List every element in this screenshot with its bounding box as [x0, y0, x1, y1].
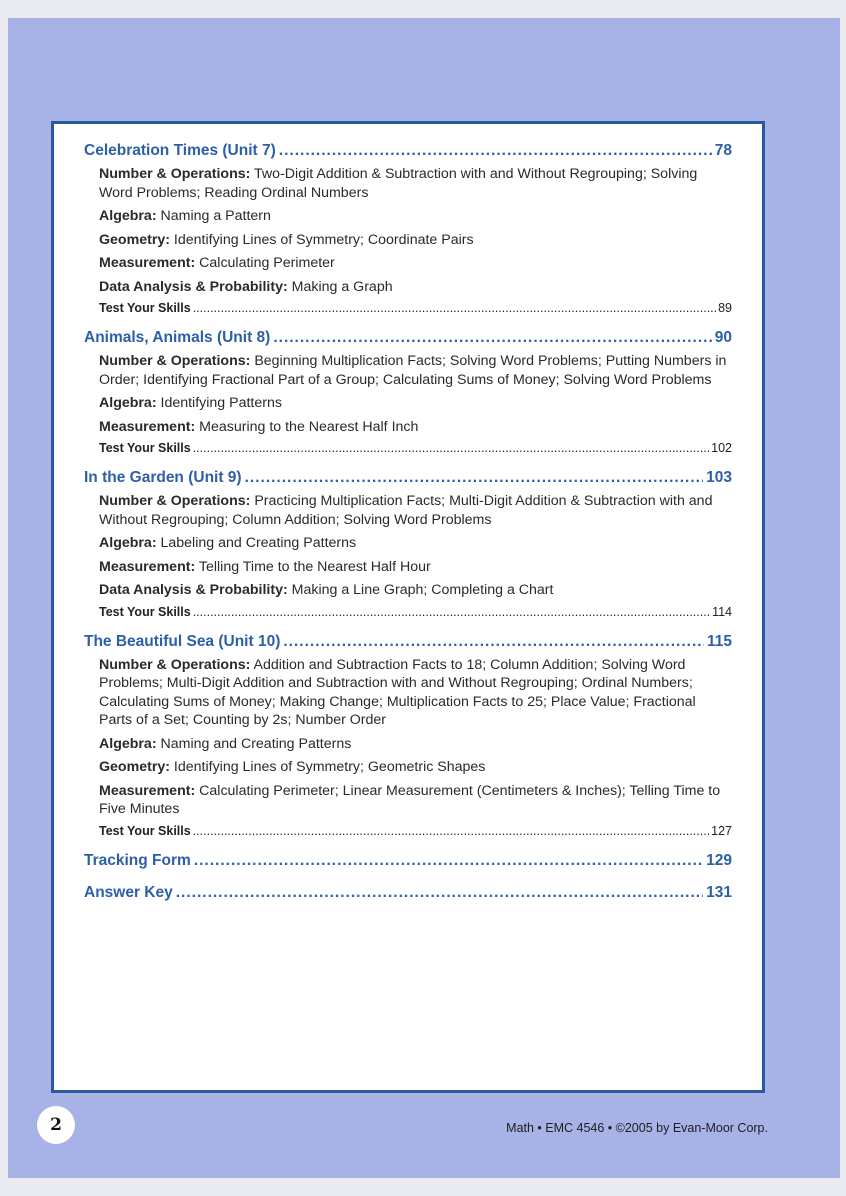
- topic-entry: [99, 352, 732, 389]
- unit-heading[interactable]: [84, 469, 732, 487]
- topic-label: Algebra:: [99, 395, 157, 411]
- entry-page-number: 129: [706, 851, 732, 869]
- leader-dots: [194, 852, 703, 870]
- topic-entry: [99, 254, 732, 273]
- topic-entry: [99, 534, 732, 553]
- topic-entry: [99, 278, 732, 297]
- unit-section-8: [84, 329, 732, 455]
- topic-entry: [99, 207, 732, 226]
- leader-dots: [176, 884, 703, 902]
- topic-label: Data Analysis & Probability:: [99, 278, 288, 295]
- topic-label: Number & Operations:: [99, 166, 251, 182]
- test-your-skills-entry[interactable]: [99, 441, 732, 455]
- entry-title: Answer Key: [84, 883, 173, 901]
- leader-dots: [283, 633, 704, 651]
- topic-text: Practicing Multiplication Facts; Multi-Digit Addition & Subtraction with and Without Regrouping; Column Addition; Solving Word Problems: [99, 493, 713, 528]
- unit-heading[interactable]: [84, 142, 732, 160]
- unit-page-number: 78: [714, 142, 732, 159]
- unit-page-number: 90: [714, 329, 732, 346]
- entry-title: Tracking Form: [84, 851, 191, 869]
- topic-entry: [99, 656, 732, 730]
- table-of-contents: [51, 121, 765, 1093]
- test-your-skills-entry[interactable]: [99, 605, 732, 619]
- answer-key-entry[interactable]: [84, 884, 732, 902]
- leader-dots: [279, 142, 712, 160]
- topic-label: Data Analysis & Probability:: [99, 582, 288, 598]
- topic-text: Telling Time to the Nearest Half Hour: [198, 558, 431, 575]
- leader-dots: [193, 605, 710, 619]
- topic-label: Number & Operations:: [99, 353, 251, 369]
- topic-entry: [99, 758, 732, 777]
- topic-entry: [99, 418, 732, 437]
- topic-text: Calculating Perimeter; Linear Measurement (Centimeters & Inches); Telling Time to Five Minutes: [99, 782, 721, 817]
- unit-title: Celebration Times (Unit 7): [84, 142, 276, 159]
- footer-credit: Math • EMC 4546 • ©2005 by Evan-Moor Corp.: [506, 1121, 768, 1135]
- test-page-number: 114: [712, 604, 732, 619]
- topic-entry: [99, 581, 732, 600]
- leader-dots: [193, 441, 709, 455]
- topic-text: Measuring to the Nearest Half Inch: [199, 418, 419, 435]
- topic-label: Measurement:: [99, 255, 196, 271]
- test-label: Test Your Skills: [99, 441, 191, 455]
- test-page-number: 89: [718, 301, 732, 315]
- unit-section-9: [84, 469, 732, 619]
- topic-text: Two-Digit Addition & Subtraction with and Without Regrouping; Solving Word Problems; Reading Ordinal Numbers: [99, 166, 698, 201]
- topic-text: Calculating Perimeter: [199, 255, 335, 271]
- topic-entry: [99, 782, 732, 819]
- topic-entry: [99, 735, 732, 754]
- topic-text: Labeling and Creating Patterns: [160, 535, 357, 551]
- topic-entry: [99, 165, 732, 202]
- topic-label: Geometry:: [99, 759, 170, 775]
- test-label: Test Your Skills: [99, 823, 191, 838]
- topic-text: Identifying Lines of Symmetry; Coordinate Pairs: [173, 231, 474, 248]
- leader-dots: [193, 824, 709, 838]
- leader-dots: [273, 329, 711, 347]
- topic-entry: [99, 558, 732, 577]
- topic-label: Measurement:: [99, 782, 196, 799]
- unit-page-number: 115: [706, 632, 732, 650]
- topic-label: Algebra:: [99, 208, 157, 224]
- tracking-form-entry[interactable]: [84, 852, 732, 870]
- topic-label: Number & Operations:: [99, 493, 251, 509]
- topic-text: Identifying Patterns: [160, 395, 282, 411]
- topic-label: Measurement:: [99, 418, 196, 435]
- unit-page-number: 103: [706, 469, 732, 486]
- topic-entry: [99, 394, 732, 413]
- topic-label: Geometry:: [99, 231, 170, 248]
- topic-text: Naming a Pattern: [160, 208, 271, 224]
- topic-entry: [99, 492, 732, 529]
- topic-label: Measurement:: [99, 558, 196, 575]
- topic-text: Making a Line Graph; Completing a Chart: [291, 582, 554, 598]
- unit-heading[interactable]: [84, 329, 732, 347]
- topic-text: Naming and Creating Patterns: [160, 735, 352, 752]
- unit-title: Animals, Animals (Unit 8): [84, 329, 271, 346]
- topic-label: Algebra:: [99, 535, 157, 551]
- unit-heading[interactable]: [84, 633, 732, 651]
- topic-label: Algebra:: [99, 735, 157, 752]
- leader-dots: [193, 301, 716, 315]
- topic-text: Addition and Subtraction Facts to 18; Column Addition; Solving Word Problems; Multi-Digit Addition and Subtraction with and Without Regrouping; Ordinal Numbers; Calculating Sums of Money; Making Change; Multiplication Facts to 25; Place Value; Fractional Parts of a Set; Counting by 2s; Number Order: [99, 656, 696, 728]
- test-your-skills-entry[interactable]: [99, 824, 732, 838]
- test-your-skills-entry[interactable]: [99, 301, 732, 315]
- unit-section-10: [84, 633, 732, 838]
- topic-text: Identifying Lines of Symmetry; Geometric Shapes: [173, 759, 486, 775]
- entry-page-number: 131: [706, 883, 732, 901]
- leader-dots: [245, 469, 704, 487]
- topic-text: Beginning Multiplication Facts; Solving Word Problems; Putting Numbers in Order; Identifying Fractional Part of a Group; Calculating Sums of Money; Solving Word Problems: [99, 353, 727, 388]
- topic-entry: [99, 231, 732, 250]
- unit-section-7: [84, 142, 732, 315]
- unit-title: The Beautiful Sea (Unit 10): [84, 632, 281, 650]
- test-page-number: 102: [711, 441, 732, 455]
- topic-text: Making a Graph: [291, 278, 393, 295]
- test-page-number: 127: [711, 823, 732, 838]
- page-number-badge: 2: [37, 1106, 75, 1144]
- test-label: Test Your Skills: [99, 604, 191, 619]
- unit-title: In the Garden (Unit 9): [84, 469, 242, 486]
- topic-label: Number & Operations:: [99, 656, 251, 673]
- test-label: Test Your Skills: [99, 301, 191, 315]
